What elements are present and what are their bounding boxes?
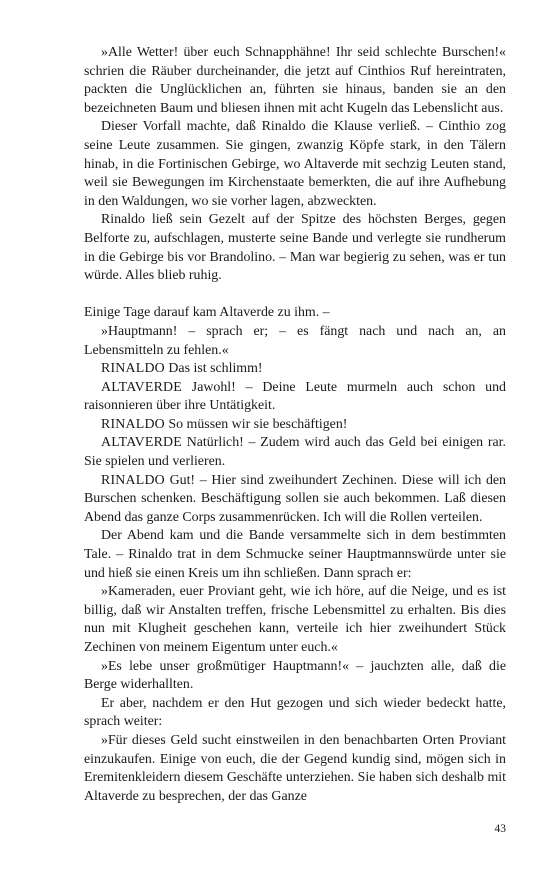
paragraph: Einige Tage darauf kam Altaverde zu ihm. – xyxy=(84,305,330,321)
dialog-text: Gut! – Hier sind zweihundert Zechinen. Diese will ich den Burschen schenken. Beschäftigung sollen sie auch bekommen. Laß diesen Abend das ganze Corps zusammenrücken. Ich will die Rollen verteilen. xyxy=(84,472,506,525)
paragraph: Dieser Vorfall machte, daß Rinaldo die Klause verließ. – Cinthio zog seine Leute zusammen. Sie gingen, zwanzig Köpfe stark, in den Tälern hinab, in die Fortinischen Gebirge, wo Altaverde mit sechzig Leuten stand, weil sie Bewegungen im Kirchenstaate bemerkten, die auf ihre Aufhebung in den Waldungen, wo sie vorher lagen, abzweckten. xyxy=(84,119,506,209)
page-number: 43 xyxy=(494,823,506,835)
dialog-line xyxy=(84,416,506,435)
paragraph: Der Abend kam und die Bande versammelte sich in dem bestimmten Tale. – Rinaldo trat in dem Schmucke seiner Hauptmannswürde unter sie und hieß sie einen Kreis um ihn schließen. Dann sprach er: xyxy=(84,528,506,581)
dialog-text: Das ist schlimm! xyxy=(168,361,263,377)
paragraph: »Alle Wetter! über euch Schnapphähne! Ihr seid schlechte Burschen!« schrien die Räuber durcheinander, die jetzt auf Cinthios Ruf hereintraten, packten die Unglücklichen an, führten sie hinaus, banden sie an den bezeichneten Baum und bliesen ihnen mit acht Kugeln das Lebenslicht aus. xyxy=(84,45,506,116)
paragraph: »Hauptmann! – sprach er; – es fängt nach und nach an, an Lebensmitteln zu fehlen.« xyxy=(84,323,506,358)
speaker-name: RINALDO xyxy=(101,416,165,432)
dialog-text: Natürlich! – Zudem wird auch das Geld bei einigen rar. Sie spielen und verlieren. xyxy=(84,435,506,470)
paragraph: Er aber, nachdem er den Hut gezogen und sich wieder bedeckt hatte, sprach weiter: xyxy=(84,695,506,730)
speaker-name: ALTAVERDE xyxy=(101,379,182,395)
dialog-line xyxy=(84,379,506,416)
paragraph: Rinaldo ließ sein Gezelt auf der Spitze des höchsten Berges, gegen Belforte zu, aufschlagen, musterte seine Bande und verlegte sie rundherum in die Gebirge bis vor Brandolino. – Man war begierig zu sehen, was er tun würde. Alles blieb ruhig. xyxy=(84,212,506,284)
speaker-name: ALTAVERDE xyxy=(101,435,182,451)
paragraph: »Kameraden, euer Proviant geht, wie ich höre, auf die Neige, und es ist billig, daß wir Anstalten treffen, frische Lebensmittel zu erhalten. Bis dies nun mit Klugheit geschehen kann, verteile ich hier zweihundert Stück Zechinen von meinem Eigentum unter euch.« xyxy=(84,584,506,655)
speaker-name: RINALDO xyxy=(101,472,165,488)
dialog-line xyxy=(84,472,506,528)
body-text xyxy=(84,44,506,806)
dialog-text: So müssen wir sie beschäftigen! xyxy=(168,416,348,432)
dialog-text: Jawohl! – Deine Leute murmeln auch schon und raisonnieren über ihre Untätigkeit. xyxy=(84,379,506,414)
paragraph: »Es lebe unser großmütiger Hauptmann!« – jauchzten alle, daß die Berge widerhallten. xyxy=(84,658,506,693)
paragraph: »Für dieses Geld sucht einstweilen in den benachbarten Orten Proviant einzukaufen. Einige von euch, die der Gegend kundig sind, mögen sich in Eremitenkleidern diesem Geschäfte unterziehen. Sie haben sich deshalb mit Altaverde zu besprechen, der das Ganze xyxy=(84,732,506,804)
speaker-name: RINALDO xyxy=(101,361,165,377)
section-break xyxy=(84,286,506,305)
dialog-line xyxy=(84,434,506,471)
dialog-line xyxy=(84,360,506,379)
